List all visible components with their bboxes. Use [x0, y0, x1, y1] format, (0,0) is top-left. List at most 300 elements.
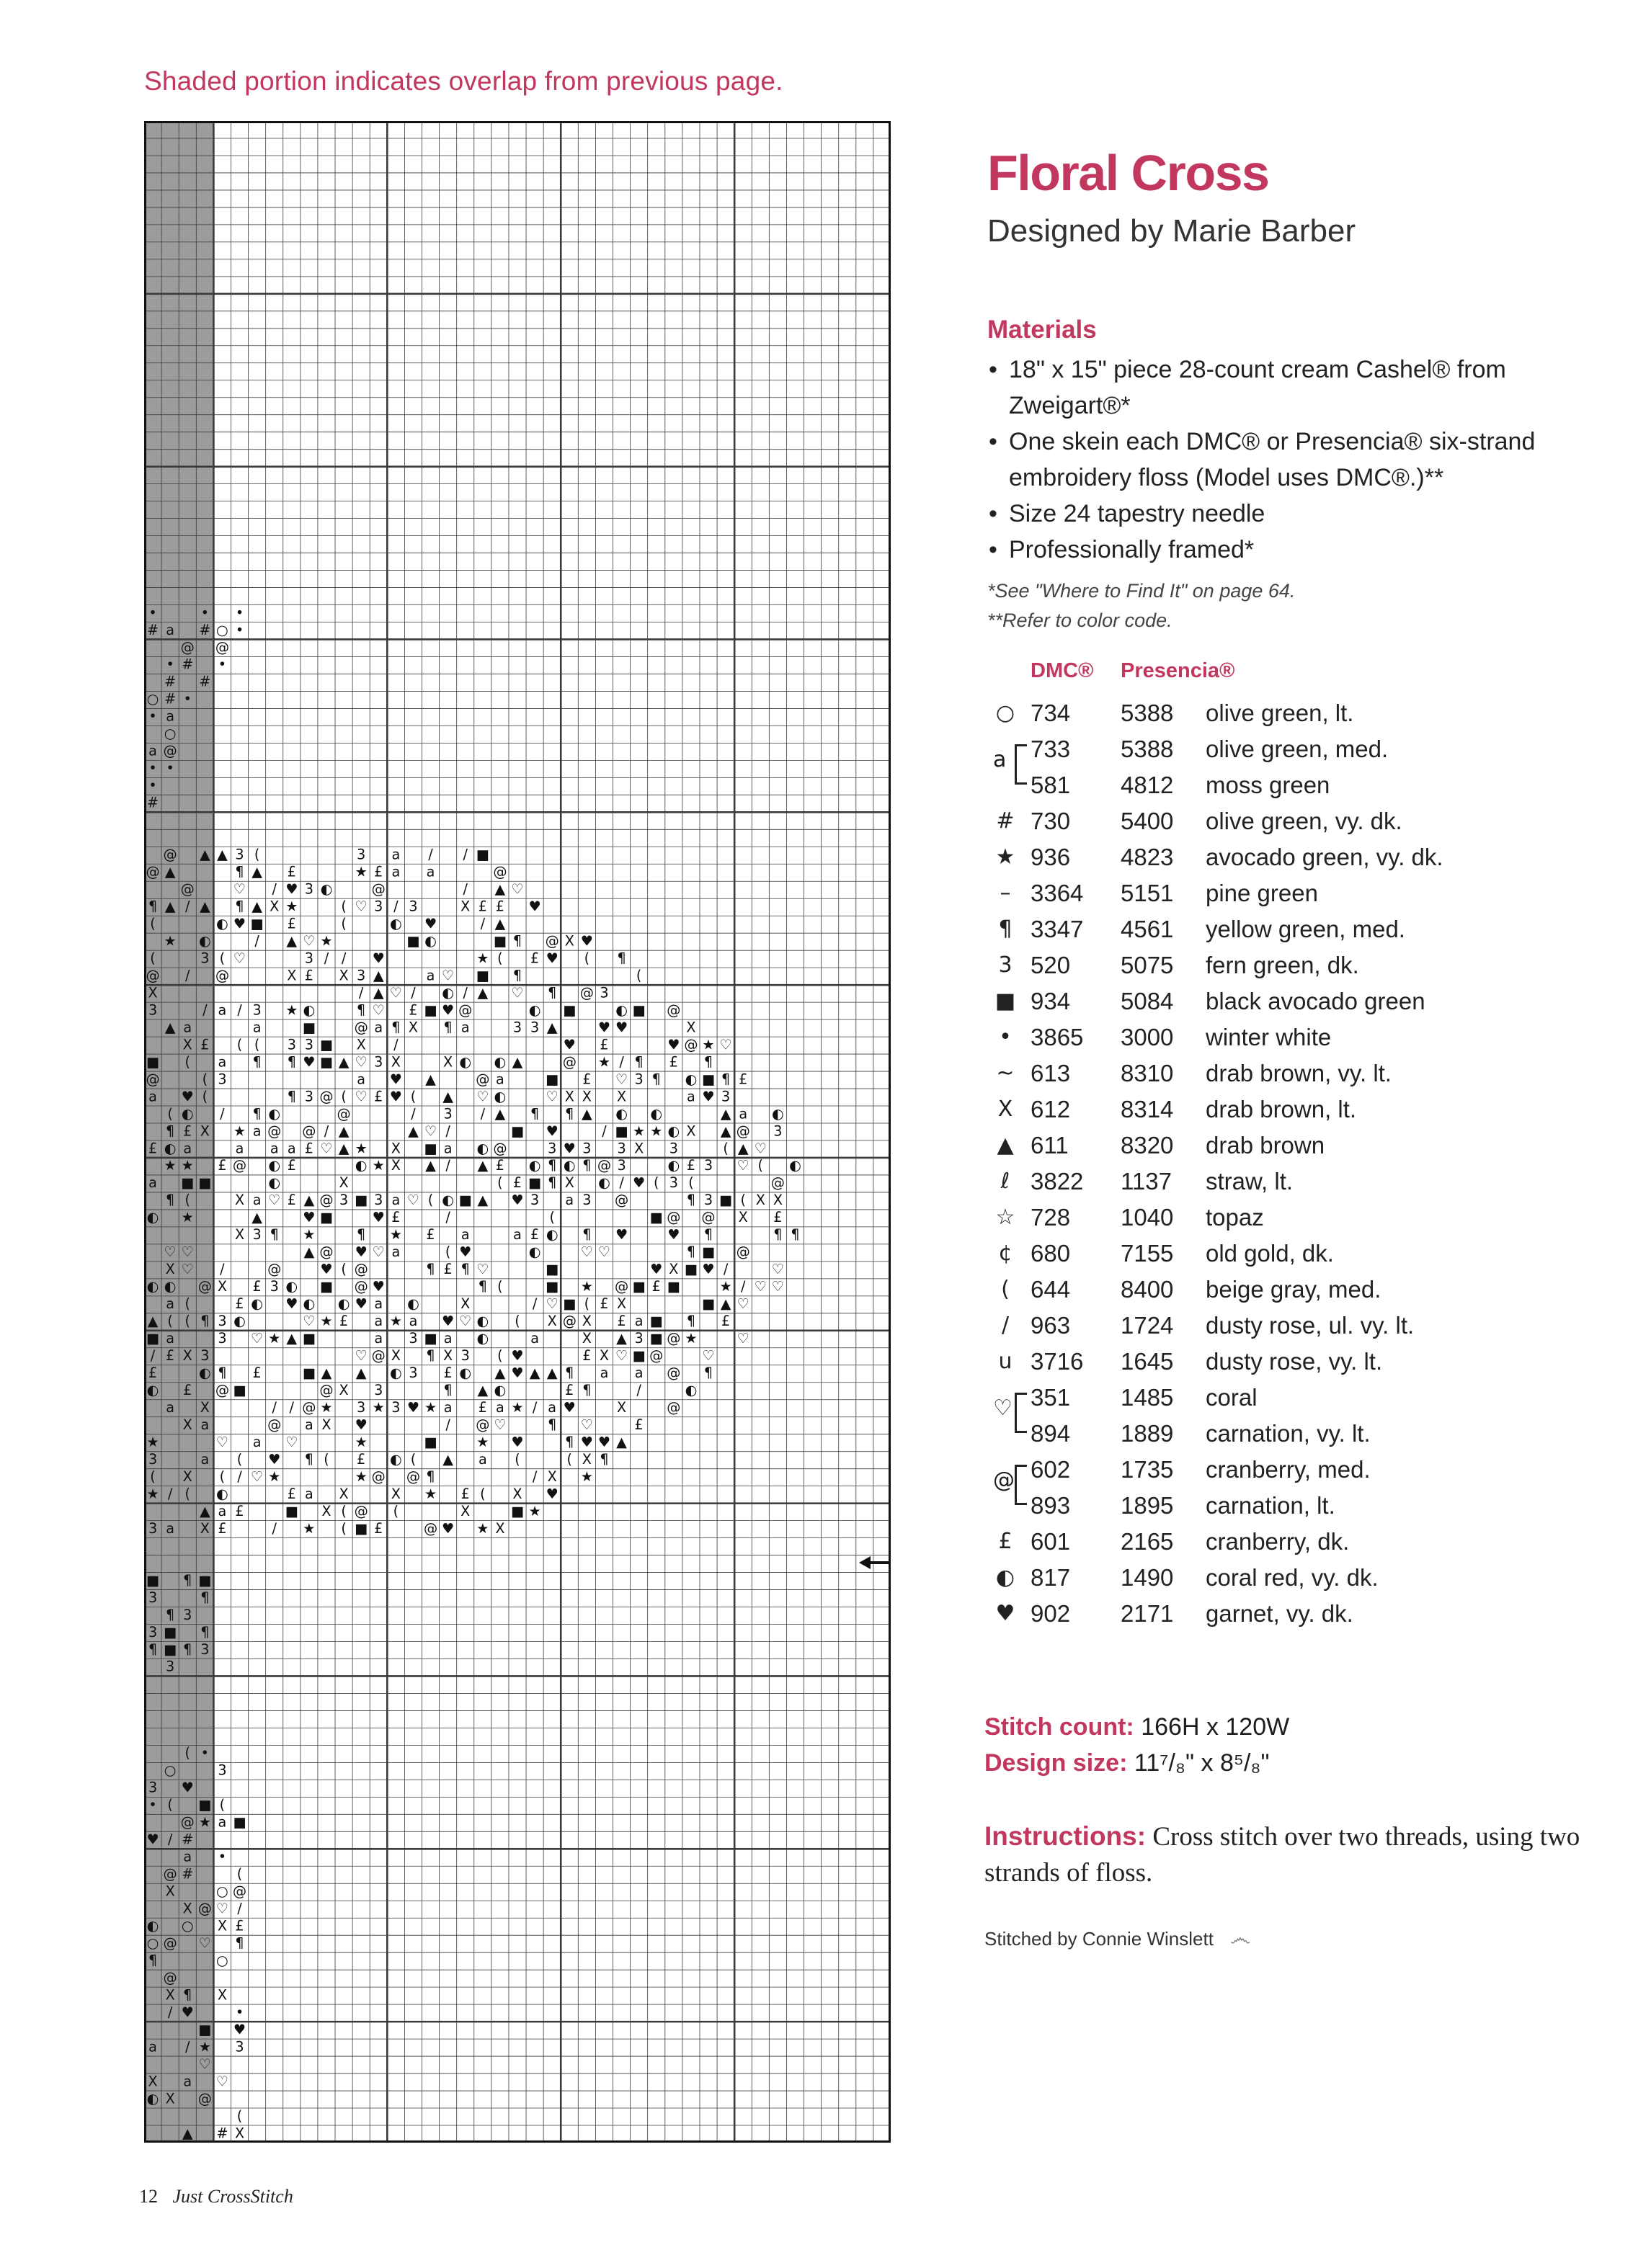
svg-text:/: /	[184, 967, 190, 984]
svg-text:3: 3	[252, 1226, 262, 1244]
svg-text:•: •	[166, 759, 174, 777]
svg-text:■: ■	[146, 1571, 160, 1589]
key-bracket-symbol: ♡	[993, 1396, 1013, 1421]
svg-text:¶: ¶	[200, 1589, 210, 1606]
svg-text:♡: ♡	[771, 1278, 784, 1295]
svg-text:a: a	[496, 1399, 504, 1416]
svg-text:◐: ◐	[181, 1105, 194, 1122]
svg-text:(: (	[341, 1519, 347, 1537]
svg-text:¶: ¶	[512, 967, 522, 984]
svg-text:¶: ¶	[200, 1313, 210, 1330]
svg-text:○: ○	[216, 1883, 228, 1900]
svg-text:£: £	[443, 1261, 453, 1278]
svg-text:♥: ♥	[285, 880, 298, 898]
svg-text:3: 3	[374, 1053, 383, 1071]
svg-text:@: @	[267, 1122, 282, 1140]
svg-text:★: ★	[476, 950, 489, 967]
svg-text:▲: ▲	[408, 1122, 419, 1140]
key-presencia: 8320	[1121, 1132, 1174, 1158]
svg-text:@: @	[319, 1382, 334, 1399]
svg-text:★: ★	[528, 1502, 541, 1519]
svg-text:★: ★	[355, 863, 368, 880]
materials-list	[987, 352, 1621, 568]
key-presencia: 8310	[1121, 1060, 1174, 1086]
svg-text:3: 3	[669, 1140, 678, 1157]
svg-text:/: /	[167, 1485, 173, 1502]
svg-text:♡: ♡	[181, 1261, 194, 1278]
svg-text:3: 3	[148, 1001, 158, 1019]
key-row	[987, 1055, 1621, 1091]
svg-text:▲: ▲	[529, 1365, 540, 1382]
svg-text:a: a	[530, 1330, 539, 1347]
svg-text:▲: ▲	[303, 1244, 315, 1261]
svg-text:£: £	[200, 1036, 210, 1053]
svg-text:X: X	[217, 1986, 227, 2004]
key-color-name: olive green, vy. dk.	[1206, 808, 1402, 834]
svg-text:a: a	[634, 1365, 644, 1382]
svg-text:¶: ¶	[721, 1071, 731, 1088]
svg-text:3: 3	[148, 1779, 158, 1796]
svg-text:♡: ♡	[372, 1244, 385, 1261]
svg-text:◐: ◐	[320, 880, 333, 898]
svg-text:¶: ¶	[426, 1261, 435, 1278]
svg-text:¶: ¶	[512, 932, 522, 950]
svg-text:(: (	[497, 1347, 503, 1365]
svg-text:(: (	[497, 1174, 503, 1192]
key-symbol: –	[1000, 880, 1011, 906]
svg-text:3: 3	[703, 1157, 713, 1174]
svg-text:▲: ▲	[477, 984, 489, 1001]
key-symbol: X	[997, 1097, 1013, 1122]
svg-text:£: £	[617, 1313, 626, 1330]
svg-text:♡: ♡	[355, 898, 368, 915]
svg-text:★: ★	[268, 1468, 281, 1485]
svg-text:▲: ▲	[199, 846, 210, 863]
svg-text:★: ★	[198, 1813, 211, 1831]
svg-text:a: a	[252, 1122, 262, 1140]
svg-text:▲: ▲	[182, 2125, 193, 2142]
svg-text:/: /	[220, 1105, 225, 1122]
svg-text:@: @	[163, 1865, 177, 1883]
svg-text:£: £	[218, 1519, 227, 1537]
svg-text:£: £	[235, 1917, 244, 1934]
svg-text:3: 3	[304, 950, 313, 967]
svg-text:▲: ▲	[252, 863, 262, 880]
svg-text:■: ■	[233, 1813, 246, 1831]
key-bracket	[1015, 1465, 1027, 1505]
svg-text:3: 3	[634, 1330, 644, 1347]
svg-text:@: @	[371, 1347, 386, 1365]
svg-text:/: /	[203, 1001, 208, 1019]
key-bracket	[1015, 1393, 1027, 1433]
stitch-count-label: Stitch count:	[984, 1713, 1134, 1741]
svg-text:£: £	[287, 863, 296, 880]
svg-text:a: a	[496, 1071, 504, 1088]
svg-text:a: a	[460, 1226, 470, 1244]
svg-text:♡: ♡	[494, 1416, 507, 1433]
svg-text:◐: ◐	[146, 1278, 159, 1295]
svg-text:£: £	[391, 1209, 401, 1226]
svg-text:★: ★	[285, 898, 298, 915]
svg-text:@: @	[476, 1071, 490, 1088]
svg-text:■: ■	[302, 1019, 316, 1036]
key-symbol: /	[1001, 1313, 1010, 1338]
svg-text:■: ■	[528, 1174, 542, 1192]
svg-text:(: (	[167, 1313, 173, 1330]
svg-text:♥: ♥	[546, 1485, 559, 1502]
svg-text:/: /	[445, 1416, 450, 1433]
key-presencia: 1889	[1121, 1420, 1174, 1447]
key-dmc: 581	[1031, 772, 1071, 798]
svg-text:¶: ¶	[582, 1382, 592, 1399]
svg-text:¶: ¶	[391, 1019, 401, 1036]
svg-text:(: (	[236, 2107, 243, 2125]
svg-text:▲: ▲	[338, 1053, 350, 1071]
svg-text:◐: ◐	[546, 1226, 559, 1244]
svg-text:■: ■	[250, 915, 264, 932]
svg-text:a: a	[166, 621, 175, 638]
svg-text:3: 3	[773, 1122, 783, 1140]
svg-text:X: X	[686, 1019, 696, 1036]
svg-text:♡: ♡	[198, 2055, 211, 2073]
svg-text:(: (	[324, 1450, 329, 1468]
svg-text:♥: ♥	[702, 1088, 715, 1105]
svg-text:¶: ¶	[651, 1071, 661, 1088]
key-row	[987, 947, 1621, 983]
svg-text:3: 3	[200, 1640, 210, 1658]
svg-text:X: X	[182, 1416, 192, 1433]
svg-text:¶: ¶	[548, 1416, 557, 1433]
svg-text:★: ★	[389, 1226, 402, 1244]
svg-text:○: ○	[216, 621, 228, 638]
svg-text:¶: ¶	[357, 1001, 366, 1019]
svg-text:♡: ♡	[372, 1001, 385, 1019]
svg-text:★: ★	[424, 1485, 437, 1502]
svg-text:X: X	[391, 1485, 401, 1502]
svg-text:♥: ♥	[442, 1313, 455, 1330]
key-symbol: ☆	[995, 1205, 1015, 1230]
svg-text:▲: ▲	[512, 1053, 523, 1071]
svg-text:¶: ¶	[530, 1105, 540, 1122]
key-dmc: 963	[1031, 1312, 1071, 1339]
svg-text:♡: ♡	[546, 1295, 559, 1313]
svg-text:@: @	[562, 1313, 577, 1330]
svg-text:◐: ◐	[389, 1365, 402, 1382]
svg-text:♥: ♥	[233, 915, 246, 932]
svg-text:♥: ♥	[389, 1088, 402, 1105]
svg-text:(: (	[393, 1502, 399, 1519]
svg-text:/: /	[358, 984, 364, 1001]
svg-text:/: /	[184, 898, 190, 915]
svg-text:a: a	[600, 1365, 609, 1382]
key-symbol: ▲	[997, 1133, 1014, 1158]
svg-text:£: £	[374, 863, 383, 880]
svg-text:▲: ▲	[442, 1088, 454, 1105]
svg-text:a: a	[200, 1450, 210, 1468]
svg-text:a: a	[218, 1502, 227, 1519]
svg-text:▲: ▲	[373, 984, 384, 1001]
svg-text:♥: ♥	[597, 1019, 611, 1036]
svg-text:a: a	[235, 1140, 244, 1157]
svg-text:(: (	[480, 1485, 486, 1502]
svg-text:£: £	[304, 967, 313, 984]
svg-text:X: X	[495, 1519, 505, 1537]
svg-text:/: /	[341, 950, 347, 967]
svg-text:♥: ♥	[372, 1278, 385, 1295]
svg-text:○: ○	[181, 1917, 194, 1934]
svg-text:@: @	[302, 1399, 316, 1416]
key-presencia: 5400	[1121, 808, 1174, 834]
svg-text:#: #	[147, 794, 159, 811]
svg-text:¶: ¶	[426, 1468, 435, 1485]
svg-text:♥: ♥	[459, 1244, 472, 1261]
svg-text:3: 3	[166, 1658, 175, 1675]
svg-text:@: @	[180, 880, 195, 898]
svg-text:a: a	[357, 1071, 366, 1088]
svg-text:◐: ◐	[251, 1295, 263, 1313]
svg-text:◐: ◐	[146, 2090, 159, 2107]
svg-text:◐: ◐	[528, 1157, 541, 1174]
svg-text:(: (	[427, 1192, 434, 1209]
svg-text:£: £	[669, 1053, 678, 1071]
key-row	[987, 731, 1621, 767]
svg-text:a: a	[305, 1416, 313, 1433]
svg-text:/: /	[445, 1209, 450, 1226]
key-bracket-symbol: @	[993, 1468, 1015, 1493]
svg-text:♡: ♡	[198, 1934, 211, 1952]
svg-text:a: a	[443, 1399, 453, 1416]
svg-text:(: (	[219, 1468, 226, 1485]
key-row	[987, 1164, 1621, 1200]
key-dmc: 733	[1031, 736, 1071, 762]
svg-text:3: 3	[148, 1519, 158, 1537]
svg-text:@: @	[232, 1883, 247, 1900]
svg-text:(: (	[688, 1174, 694, 1192]
key-presencia: 3000	[1121, 1024, 1174, 1050]
svg-text:■: ■	[146, 1053, 160, 1071]
svg-text:X: X	[165, 1986, 175, 2004]
key-presencia: 2171	[1121, 1600, 1174, 1627]
svg-text:■: ■	[701, 1295, 716, 1313]
svg-text:£: £	[495, 1157, 505, 1174]
svg-text:♥: ♥	[424, 915, 437, 932]
instructions	[984, 1818, 1619, 1891]
svg-text:/: /	[532, 1468, 538, 1485]
svg-text:X: X	[148, 2073, 158, 2090]
svg-text:a: a	[443, 1140, 453, 1157]
svg-text:♥: ♥	[442, 1519, 455, 1537]
svg-text:♡: ♡	[303, 1313, 316, 1330]
svg-text:/: /	[411, 1105, 416, 1122]
svg-text:@: @	[267, 1416, 282, 1433]
key-symbol: ¶	[998, 916, 1013, 942]
svg-text:¶: ¶	[270, 1226, 279, 1244]
key-row	[987, 983, 1621, 1019]
svg-text:a: a	[183, 1848, 192, 1865]
svg-text:◐: ◐	[389, 1450, 402, 1468]
svg-text:(: (	[254, 1036, 260, 1053]
svg-text:(: (	[341, 1502, 347, 1519]
svg-text:◐: ◐	[598, 1174, 610, 1192]
svg-text:♡: ♡	[233, 950, 246, 967]
svg-text:▲: ▲	[164, 863, 176, 880]
svg-text:■: ■	[563, 1295, 577, 1313]
svg-text:@: @	[667, 1330, 681, 1347]
svg-text:•: •	[148, 759, 157, 777]
svg-text:★: ★	[597, 1053, 611, 1071]
svg-text:★: ★	[146, 1433, 159, 1450]
key-symbol: ○	[995, 700, 1015, 726]
svg-text:a: a	[218, 1813, 227, 1831]
key-dmc: 3865	[1031, 1024, 1084, 1050]
svg-text:(: (	[497, 950, 503, 967]
svg-text:◐: ◐	[424, 932, 437, 950]
svg-text:■: ■	[319, 1278, 334, 1295]
svg-text:♡: ♡	[737, 1295, 749, 1313]
key-col-dmc: DMC®	[1031, 659, 1094, 682]
svg-text:@: @	[319, 1244, 334, 1261]
svg-text:@: @	[215, 967, 230, 984]
svg-text:3: 3	[391, 1399, 401, 1416]
key-symbol: ¢	[998, 1241, 1013, 1266]
stitched-by-text: Stitched by Connie Winslett	[984, 1928, 1214, 1950]
svg-text:•: •	[218, 656, 227, 673]
svg-text:★: ★	[285, 1001, 298, 1019]
svg-text:♡: ♡	[215, 1433, 229, 1450]
note-where-to-find: *See "Where to Find It" on page 64.	[987, 580, 1296, 602]
svg-text:■: ■	[510, 1122, 525, 1140]
svg-text:(: (	[150, 915, 156, 932]
svg-text:¶: ¶	[166, 1192, 175, 1209]
key-presencia: 2165	[1121, 1528, 1174, 1555]
svg-text:X: X	[148, 984, 158, 1001]
key-color-name: carnation, lt.	[1206, 1492, 1335, 1519]
svg-text:■: ■	[198, 1174, 212, 1192]
svg-text:a: a	[183, 1140, 192, 1157]
svg-text:■: ■	[546, 1261, 559, 1278]
svg-text:♥: ♥	[181, 1779, 194, 1796]
svg-text:3: 3	[200, 1347, 210, 1365]
svg-text:X: X	[182, 1468, 192, 1485]
svg-text:★: ★	[181, 1157, 194, 1174]
svg-text:@: @	[337, 1105, 351, 1122]
svg-text:X: X	[234, 1226, 245, 1244]
svg-text:@: @	[736, 1122, 750, 1140]
materials-heading: Materials	[987, 316, 1097, 344]
svg-text:£: £	[634, 1416, 644, 1433]
key-row	[987, 911, 1621, 947]
svg-text:3: 3	[183, 1606, 192, 1623]
svg-text:¶: ¶	[148, 1952, 158, 1969]
svg-text:3: 3	[703, 1192, 713, 1209]
svg-text:♥: ♥	[355, 1295, 368, 1313]
svg-text:▲: ▲	[303, 1192, 315, 1209]
svg-text:a: a	[374, 1313, 383, 1330]
svg-text:♥: ♥	[511, 1433, 524, 1450]
key-row	[987, 1380, 1621, 1416]
svg-text:■: ■	[198, 1571, 212, 1589]
svg-text:◐: ◐	[685, 1071, 698, 1088]
svg-text:a: a	[166, 1519, 175, 1537]
svg-text:X: X	[512, 1485, 522, 1502]
svg-text:♥: ♥	[702, 1261, 715, 1278]
key-presencia: 1137	[1121, 1168, 1172, 1195]
svg-text:a: a	[426, 967, 435, 984]
svg-text:a: a	[166, 1295, 175, 1313]
svg-text:X: X	[460, 898, 471, 915]
svg-text:a: a	[166, 1399, 175, 1416]
svg-text:■: ■	[424, 1140, 437, 1157]
svg-text:3: 3	[600, 984, 609, 1001]
svg-text:•: •	[148, 604, 157, 621]
cross-stitch-chart	[144, 121, 891, 2143]
svg-text:(: (	[184, 1313, 190, 1330]
svg-text:◐: ◐	[233, 1313, 246, 1330]
stitch-count-value: 166H x 120W	[1141, 1713, 1290, 1741]
svg-text:(: (	[236, 1036, 243, 1053]
svg-text:3: 3	[304, 1036, 313, 1053]
key-dmc: 902	[1031, 1600, 1071, 1627]
svg-text:¶: ¶	[426, 1347, 435, 1365]
svg-text:♡: ♡	[476, 1261, 489, 1278]
svg-text:★: ★	[198, 2038, 211, 2055]
svg-text:■: ■	[719, 1192, 733, 1209]
svg-text:¶: ¶	[686, 1244, 696, 1261]
svg-text:(: (	[445, 1244, 451, 1261]
key-row	[987, 875, 1621, 911]
svg-text:◐: ◐	[459, 1053, 472, 1071]
svg-text:@: @	[371, 1468, 386, 1485]
svg-text:£: £	[166, 1347, 175, 1365]
svg-text:♥: ♥	[563, 1140, 576, 1157]
svg-text:/: /	[150, 1347, 156, 1365]
key-color-name: carnation, vy. lt.	[1206, 1420, 1371, 1447]
key-dmc: 728	[1031, 1204, 1071, 1231]
svg-text:♡: ♡	[424, 1122, 437, 1140]
svg-text:★: ★	[633, 1122, 646, 1140]
svg-text:▲: ▲	[546, 1019, 558, 1036]
svg-text:/: /	[167, 1831, 173, 1848]
svg-text:3: 3	[582, 1140, 592, 1157]
svg-text:♥: ♥	[580, 1433, 593, 1450]
key-row	[987, 1416, 1621, 1452]
key-dmc: 817	[1031, 1564, 1071, 1591]
svg-text:(: (	[549, 1209, 555, 1226]
svg-text:¶: ¶	[183, 1986, 192, 2004]
svg-text:♥: ♥	[285, 1295, 298, 1313]
svg-text:♥: ♥	[511, 1365, 524, 1382]
key-dmc: 3347	[1031, 916, 1084, 942]
svg-text:♡: ♡	[459, 1313, 472, 1330]
svg-text:£: £	[478, 898, 487, 915]
svg-text:▲: ▲	[494, 1365, 506, 1382]
svg-text:£: £	[426, 1226, 435, 1244]
svg-text:■: ■	[164, 1640, 177, 1658]
svg-text:◐: ◐	[268, 1105, 281, 1122]
svg-text:/: /	[463, 880, 468, 898]
svg-text:X: X	[217, 1278, 227, 1295]
svg-text:(: (	[167, 1796, 173, 1813]
svg-text:a: a	[148, 2038, 157, 2055]
key-row	[987, 1236, 1621, 1272]
svg-text:(: (	[584, 1295, 590, 1313]
svg-text:¶: ¶	[235, 863, 244, 880]
svg-text:£: £	[600, 1295, 609, 1313]
svg-text:(: (	[184, 1485, 190, 1502]
svg-text:♡: ♡	[303, 932, 316, 950]
svg-text:◐: ◐	[772, 1105, 784, 1122]
key-dmc: 611	[1031, 1132, 1069, 1158]
